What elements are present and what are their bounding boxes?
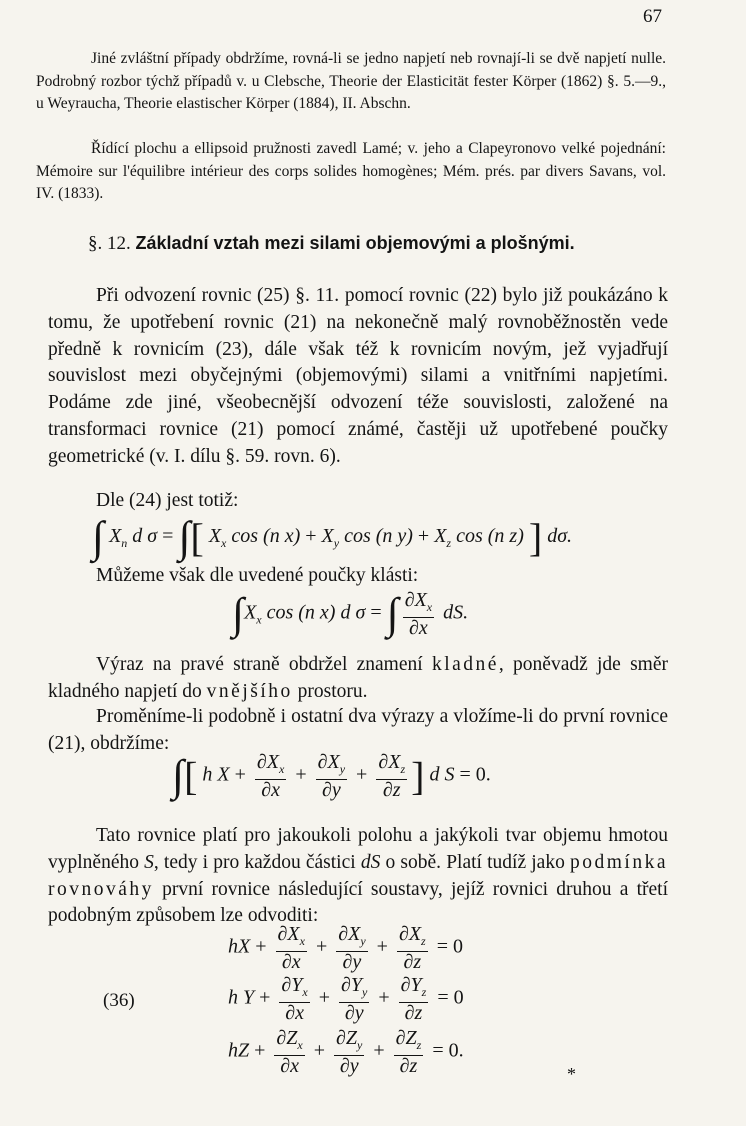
- equation-36-z: hZ + $\frac{\partial Z_x}{\partial x}$ + $\frac{\partial Z_y}{\partial y}$ + $\frac{\partial Z_z}{\partial z}$ = 0.: [228, 1027, 464, 1077]
- paragraph-4: Výraz na pravé straně obdržel znamení kladné, poněvadž jde směr kladného napjetí do vnějšího prostoru.: [48, 654, 668, 702]
- equation-number: (36): [103, 990, 135, 1011]
- equation-volume-integral: ∫[ h X + $\frac{\partial X_x}{\partial x}$ + $\frac{\partial X_y}{\partial y}$ + $\frac{\partial X_z}{\partial z}$ ] d S = 0.: [172, 751, 491, 801]
- paragraph-2: Dle (24) jest totiž:: [96, 490, 239, 511]
- footnote-1: Jiné zvláštní případy obdržíme, rovná-li se jedno napjetí neb rovnají-li se dvě napjetí nulle. Podrobný rozbor týchž případů v. u Clebsche, Theorie der Elasticität fester Körper (1862) §. 5.—9., u Weyraucha, Theorie elastischer Körper (1884), II. Abschn.: [36, 50, 666, 112]
- paragraph-1: Při odvození rovnic (25) §. 11. pomocí rovnic (22) bylo již poukázáno k tomu, že upotřebení rovnic (21) na nekonečně malý rovnoběžnostěn vede předně k rovnicím (23), dále však též k rovnicím novým, jež vyjadřují souvislost mezi obyčejnými (objemovými) silami a vnitřními napjetími. Podáme zde jiné, všeobecnější odvození téže souvislosti, založené na transformaci rovnice (21) pomocí známé, častěji už upotřebené poučky geometrické (v. I. dílu §. 59. rovn. 6).: [48, 285, 668, 467]
- equation-36-y: h Y + $\frac{\partial Y_x}{\partial x}$ + $\frac{\partial Y_y}{\partial y}$ + $\frac{\partial Y_z}{\partial z}$ = 0: [228, 974, 464, 1024]
- page-number: 67: [643, 6, 662, 27]
- equation-surface-integral: ∫ $X_n$ d σ = ∫[ $X_x$ cos (n $x) + X_y$ cos (n $y) + X_z$ cos (n z) ] dσ.: [92, 512, 573, 562]
- paragraph-5: Proměníme-li podobně i ostatní dva výrazy a vložíme-li do první rovnice (21), obdržíme:: [48, 706, 668, 754]
- equation-36-x: hX + $\frac{\partial X_x}{\partial x}$ + $\frac{\partial X_y}{\partial y}$ + $\frac{\partial X_z}{\partial z}$ = 0: [228, 923, 463, 973]
- footnote-2: Řídící plochu a ellipsoid pružnosti zavedl Lamé; v. jeho a Clapeyronovo velké pojednání: Mémoire sur l'équilibre intérieur des corps solides homogènes; Mém. prés. par divers Savans, vol. IV. (1833).: [36, 140, 666, 202]
- section-title: Základní vztah mezi silami objemovými a plošnými.: [135, 233, 575, 253]
- section-number: §. 12.: [88, 233, 131, 254]
- section-heading: [88, 233, 575, 255]
- equation-gauss-theorem: $\int X_x$ cos (n x) d σ = ∫ $\frac{\partial X_x}{\partial x}$ dS.: [232, 589, 469, 639]
- asterisk-mark: *: [567, 1064, 576, 1084]
- paragraph-6: Tato rovnice platí pro jakoukoli polohu a jakýkoli tvar objemu hmotou vyplněného S, tedy i pro každou částici dS o sobě. Platí tudíž jako podmínka rovnováhy první rovnice následující soustavy, jejíž rovnici druhou a třetí podobným způsobem lze odvoditi:: [48, 825, 668, 927]
- paragraph-3: Můžeme však dle uvedené poučky klásti:: [96, 565, 419, 586]
